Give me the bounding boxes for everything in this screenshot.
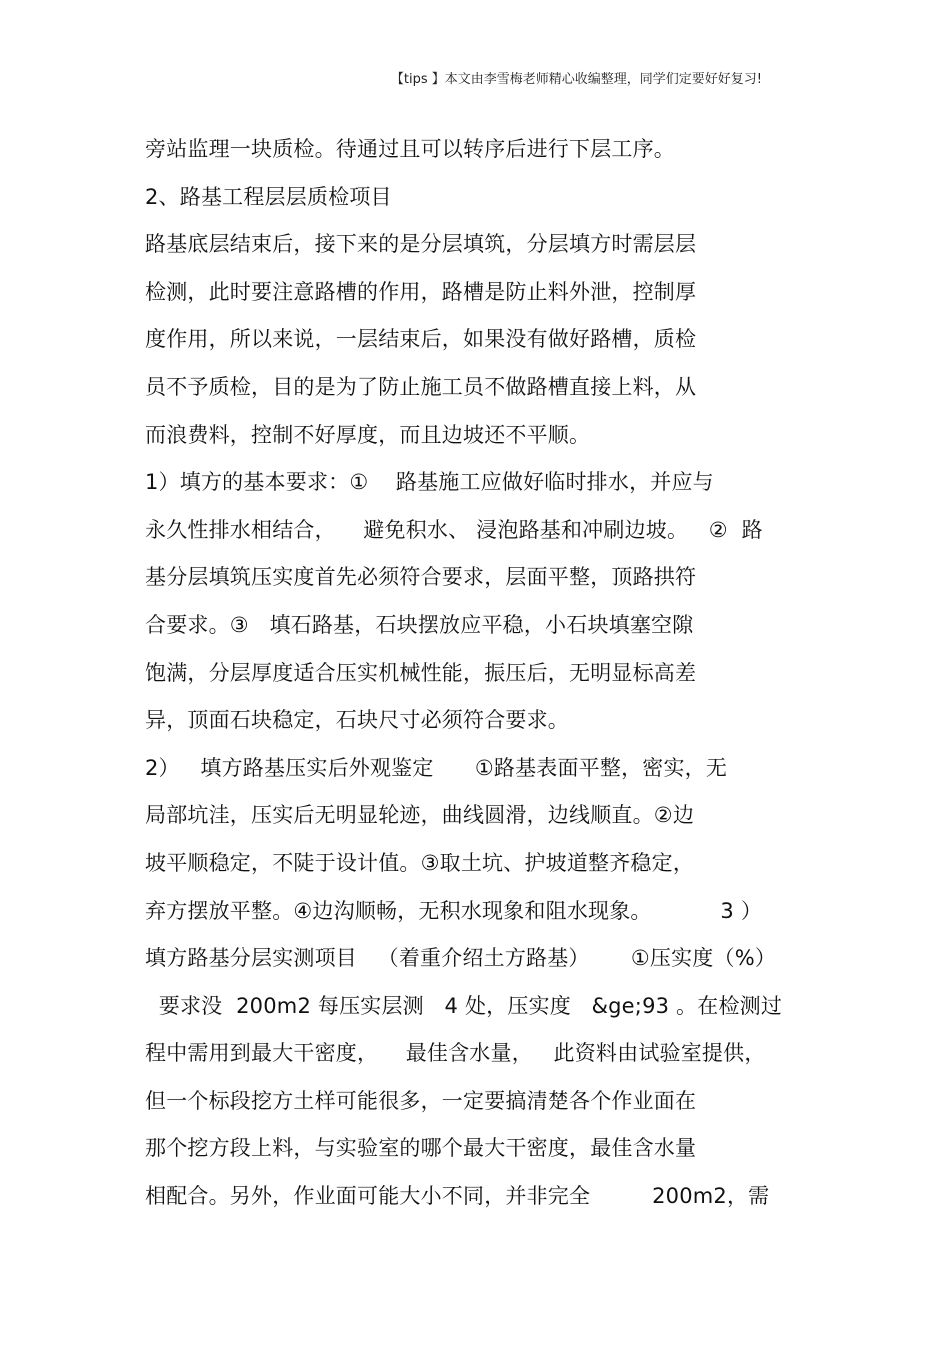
text-line: 合要求。③ 填石路基，石块摆放应平稳，小石块填塞空隙 (145, 612, 694, 637)
text-line: 局部坑洼，压实后无明显轮迹，曲线圆滑，边线顺直。②边 (145, 803, 695, 828)
text-line: 旁站监理一块质检。待通过且可以转序后进行下层工序。 (145, 137, 675, 161)
text-line: 1）填方的基本要求：① 路基施工应做好临时排水，并应与 (145, 470, 714, 495)
text-line: 饱满，分层厚度适合压实机械性能，振压后，无明显标高差 (145, 660, 697, 685)
text-line: 员不予质检，目的是为了防止施工员不做路槽直接上料，从 (145, 374, 697, 399)
text-line: 程中需用到最大干密度， 最佳含水量， 此资料由试验室提供， (145, 1041, 766, 1066)
text-line: 那个挖方段上料，与实验室的哪个最大干密度，最佳含水量 (145, 1136, 697, 1161)
text-line: 永久性排水相结合， 避免积水、 浸泡路基和冲刷边坡。 ② 路 (145, 517, 763, 542)
section-heading: 2、路基工程层层质检项目 (145, 184, 392, 209)
text-line: 相配合。另外，作业面可能大小不同，并非完全 200m2，需 (145, 1184, 770, 1209)
text-line: 路基底层结束后，接下来的是分层填筑，分层填方时需层层 (145, 232, 697, 257)
text-line: 而浪费料，控制不好厚度，而且边坡还不平顺。 (145, 422, 591, 447)
header-tip: 【tips 】本文由李雪梅老师精心收编整理，同学们定要好好复习! (390, 72, 762, 87)
text-line: 度作用，所以来说，一层结束后，如果没有做好路槽，质检 (145, 327, 697, 352)
text-line: 要求没 200m2 每压实层测 4 处，压实度 &ge;93 。在检测过 (145, 993, 783, 1018)
text-line: 异，顶面石块稳定，石块尺寸必须符合要求。 (145, 708, 569, 733)
body-text (145, 126, 825, 1221)
text-line: 基分层填筑压实度首先必须符合要求，层面平整，顶路拱符 (145, 565, 697, 590)
text-line: 坡平顺稳定，不陡于设计值。③取土坑、护坡道整齐稳定， (145, 850, 695, 875)
text-line: 弃方摆放平整。④边沟顺畅，无积水现象和阻水现象。 3 ） (145, 898, 763, 923)
text-line: 但一个标段挖方土样可能很多，一定要搞清楚各个作业面在 (145, 1088, 697, 1113)
text-line: 2） 填方路基压实后外观鉴定 ①路基表面平整，密实，无 (145, 755, 728, 780)
text-line: 填方路基分层实测项目 （着重介绍土方路基） ①压实度（%） (145, 946, 777, 971)
text-line: 检测，此时要注意路槽的作用，路槽是防止料外泄，控制厚 (145, 279, 697, 304)
